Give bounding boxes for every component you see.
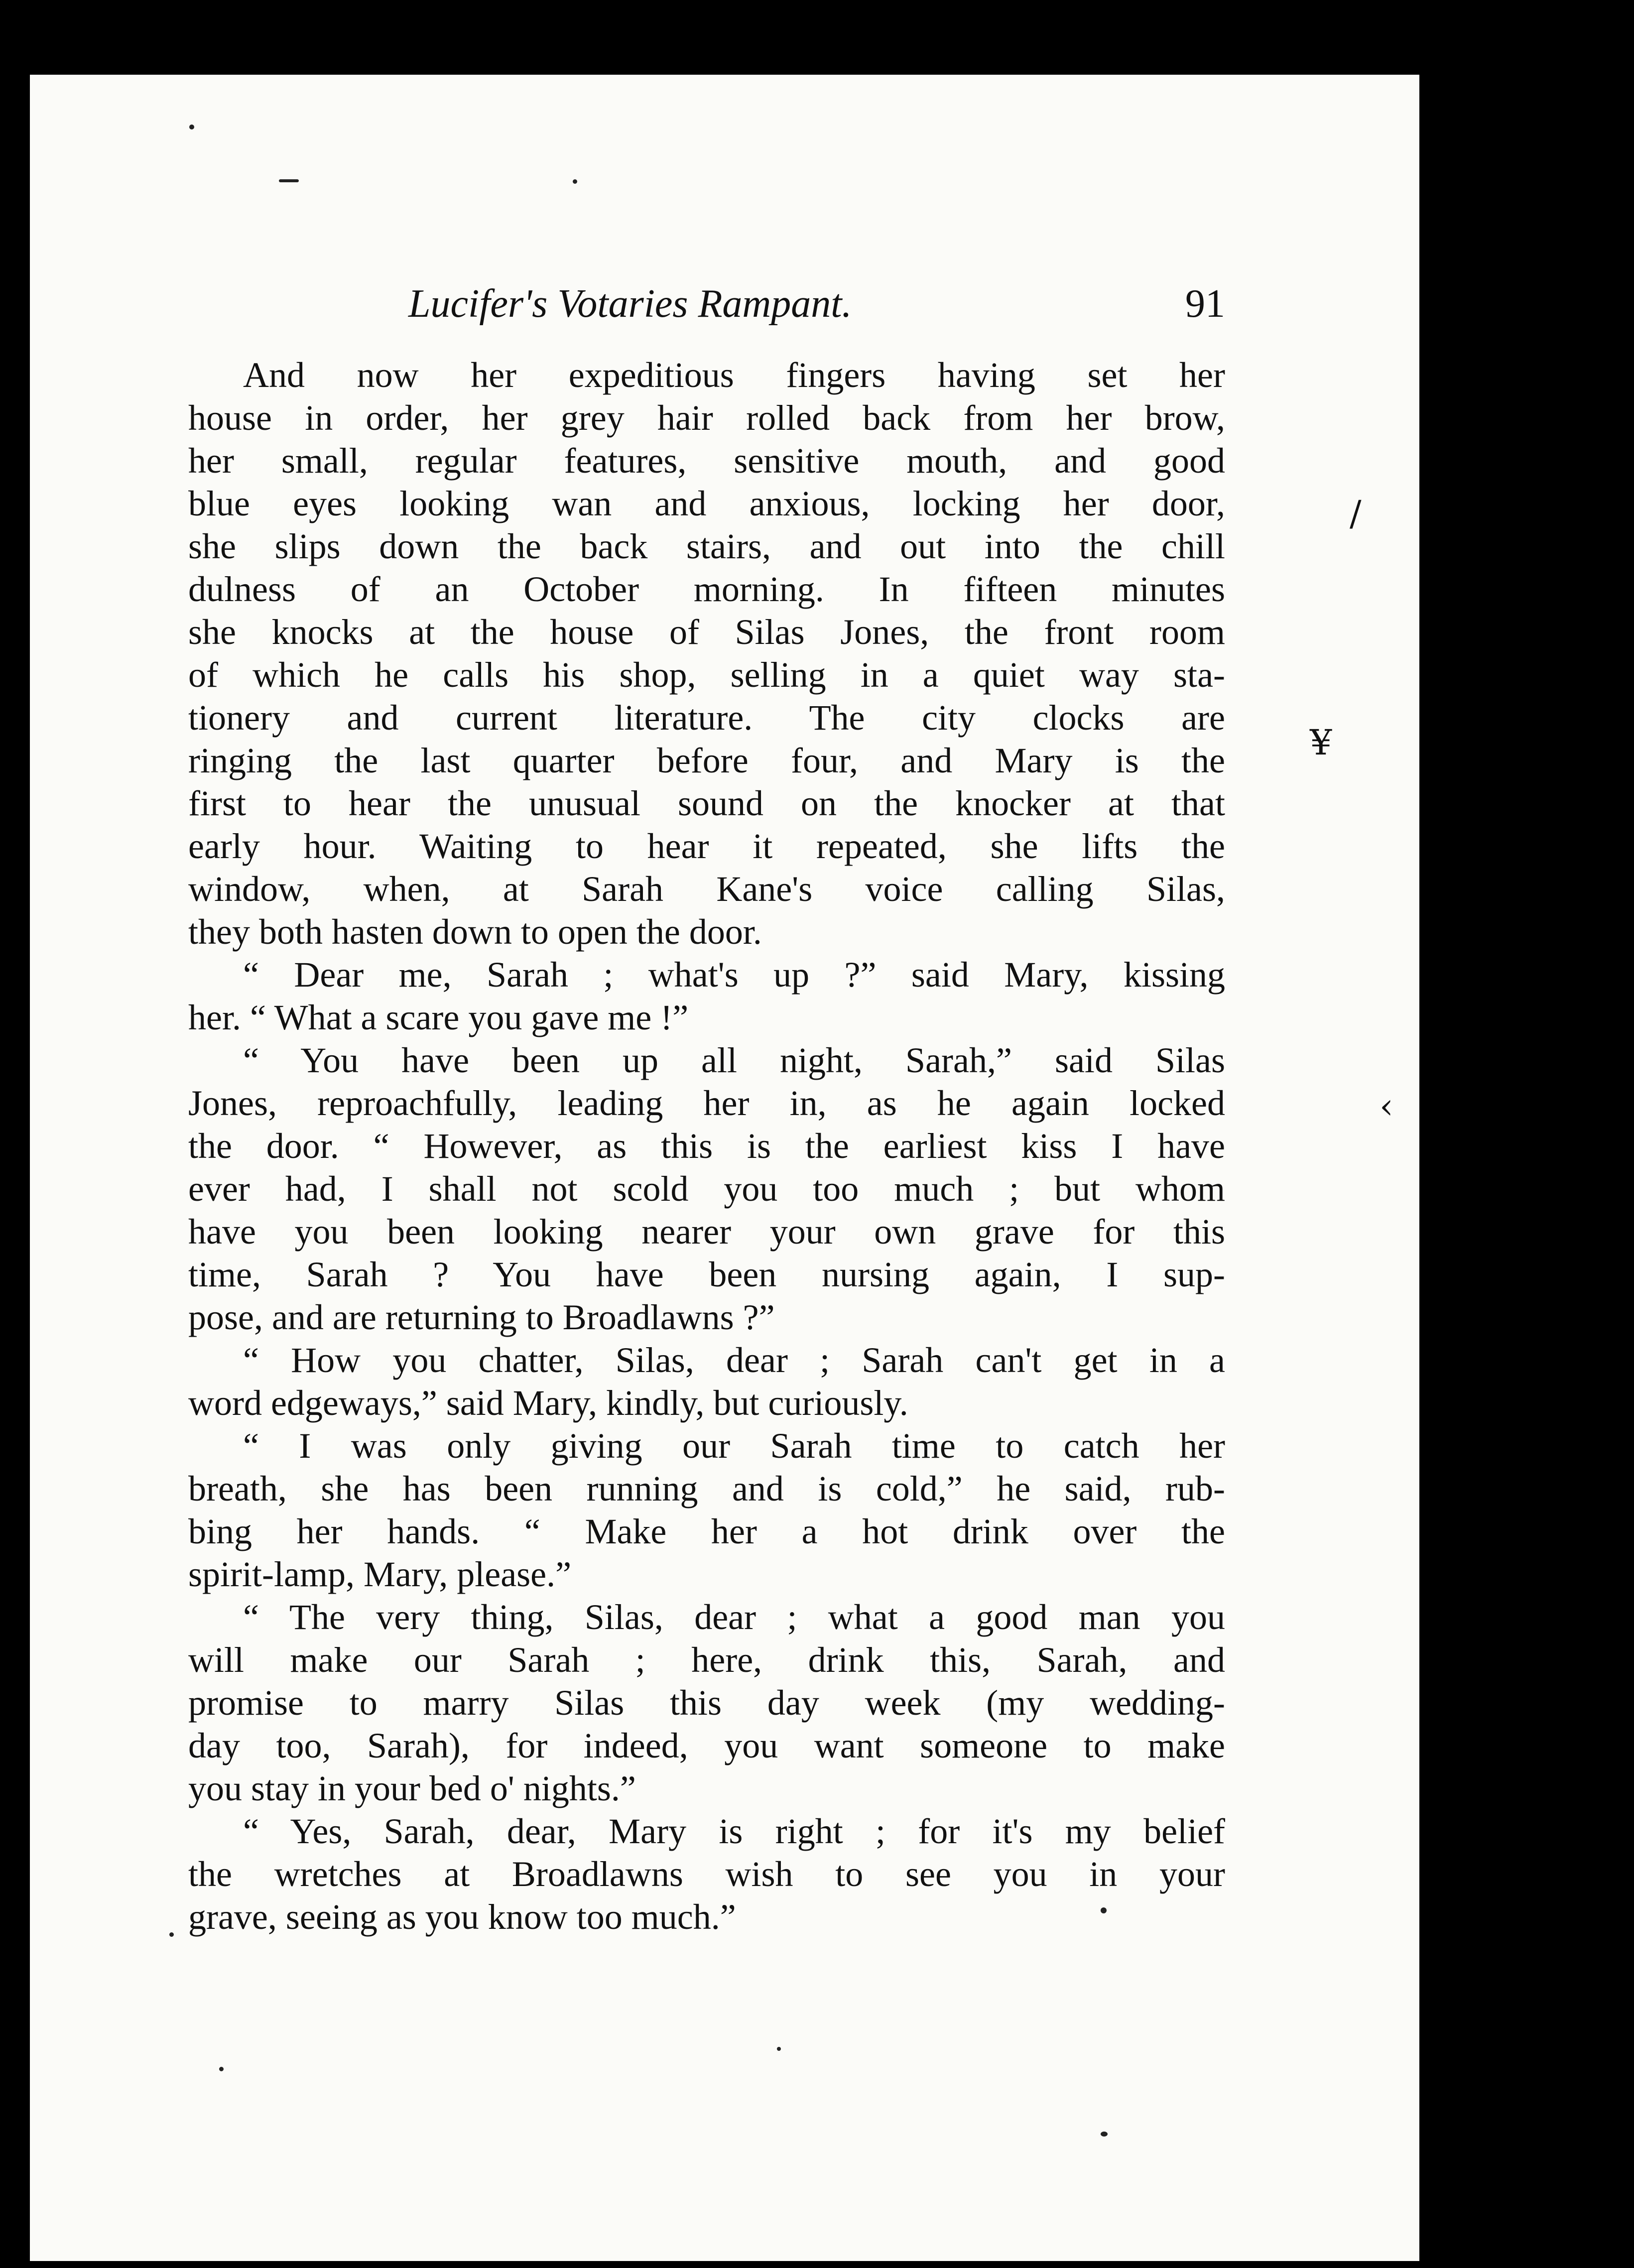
text-line: “ I was only giving our Sarah time to catch her bbox=[243, 1426, 1225, 1466]
scan-border-left bbox=[0, 0, 30, 2268]
margin-mark: ¥ bbox=[1310, 722, 1332, 763]
text-line: “ How you chatter, Silas, dear ; Sarah can't get in a bbox=[243, 1340, 1225, 1380]
scan-speck bbox=[279, 179, 299, 182]
book-page bbox=[30, 75, 1419, 2261]
text-line: breath, she has been running and is cold,” he said, rub- bbox=[188, 1469, 1225, 1509]
text-line: ringing the last quarter before four, and Mary is the bbox=[188, 741, 1225, 780]
text-line: bing her hands. “ Make her a hot drink over the bbox=[188, 1512, 1225, 1551]
text-line: dulness of an October morning. In fifteen minutes bbox=[188, 569, 1225, 609]
scan-speck bbox=[1101, 1907, 1107, 1913]
text-line: the wretches at Broadlawns wish to see you in your bbox=[188, 1854, 1225, 1894]
scan-speck bbox=[777, 2047, 781, 2051]
scan-speck bbox=[219, 2067, 224, 2071]
text-line: blue eyes looking wan and anxious, locking her door, bbox=[188, 484, 1225, 523]
text-line: “ Dear me, Sarah ; what's up ?” said Mary, kissing bbox=[243, 955, 1225, 995]
page-number: 91 bbox=[1185, 282, 1225, 326]
scan-speck bbox=[169, 1932, 174, 1937]
text-line: pose, and are returning to Broadlawns ?” bbox=[188, 1297, 775, 1337]
text-line: her. “ What a scare you gave me !” bbox=[188, 998, 689, 1037]
text-line: promise to marry Silas this day week (my wedding- bbox=[188, 1683, 1225, 1723]
text-line: spirit-lamp, Mary, please.” bbox=[188, 1554, 572, 1594]
running-header bbox=[189, 271, 1225, 346]
text-line: house in order, her grey hair rolled back from her brow, bbox=[188, 398, 1225, 438]
text-line: you stay in your bed o' nights.” bbox=[188, 1768, 636, 1808]
text-line: “ You have been up all night, Sarah,” said Silas bbox=[243, 1040, 1225, 1080]
text-line: have you been looking nearer your own grave for this bbox=[188, 1212, 1225, 1252]
text-line: “ The very thing, Silas, dear ; what a good man you bbox=[243, 1597, 1225, 1637]
text-line: grave, seeing as you know too much.” bbox=[188, 1897, 736, 1937]
text-line: “ Yes, Sarah, dear, Mary is right ; for it's my belief bbox=[243, 1811, 1225, 1851]
text-line: day too, Sarah), for indeed, you want someone to make bbox=[188, 1726, 1225, 1765]
text-line: early hour. Waiting to hear it repeated, she lifts the bbox=[188, 826, 1225, 866]
text-line: time, Sarah ? You have been nursing again, I sup- bbox=[188, 1255, 1225, 1294]
text-line: they both hasten down to open the door. bbox=[188, 912, 762, 952]
text-line: her small, regular features, sensitive mouth, and good bbox=[188, 441, 1225, 481]
scan-speck bbox=[1101, 2132, 1108, 2137]
text-line: will make our Sarah ; here, drink this, Sarah, and bbox=[188, 1640, 1225, 1680]
text-line: first to hear the unusual sound on the knocker at that bbox=[188, 783, 1225, 823]
text-line: Jones, reproachfully, leading her in, as he again locked bbox=[188, 1083, 1225, 1123]
text-line: tionery and current literature. The city clocks are bbox=[188, 698, 1225, 738]
text-line: And now her expeditious fingers having set her bbox=[243, 355, 1225, 395]
text-line: she slips down the back stairs, and out into the chill bbox=[188, 526, 1225, 566]
text-line: of which he calls his shop, selling in a quiet way sta- bbox=[188, 655, 1225, 695]
text-line: word edgeways,” said Mary, kindly, but curiously. bbox=[188, 1383, 908, 1423]
running-title: Lucifer's Votaries Rampant. bbox=[408, 282, 852, 326]
margin-mark: ‹ bbox=[1380, 1086, 1393, 1127]
text-line: the door. “ However, as this is the earliest kiss I have bbox=[188, 1126, 1225, 1166]
text-line: window, when, at Sarah Kane's voice calling Silas, bbox=[188, 869, 1225, 909]
margin-mark: / bbox=[1350, 493, 1362, 534]
body-text bbox=[188, 354, 1225, 1938]
text-line: ever had, I shall not scold you too much ; but whom bbox=[188, 1169, 1225, 1209]
scan-speck bbox=[573, 179, 577, 184]
scan-speck bbox=[189, 125, 194, 129]
text-line: she knocks at the house of Silas Jones, the front room bbox=[188, 612, 1225, 652]
scan-border-right bbox=[1444, 0, 1634, 2268]
